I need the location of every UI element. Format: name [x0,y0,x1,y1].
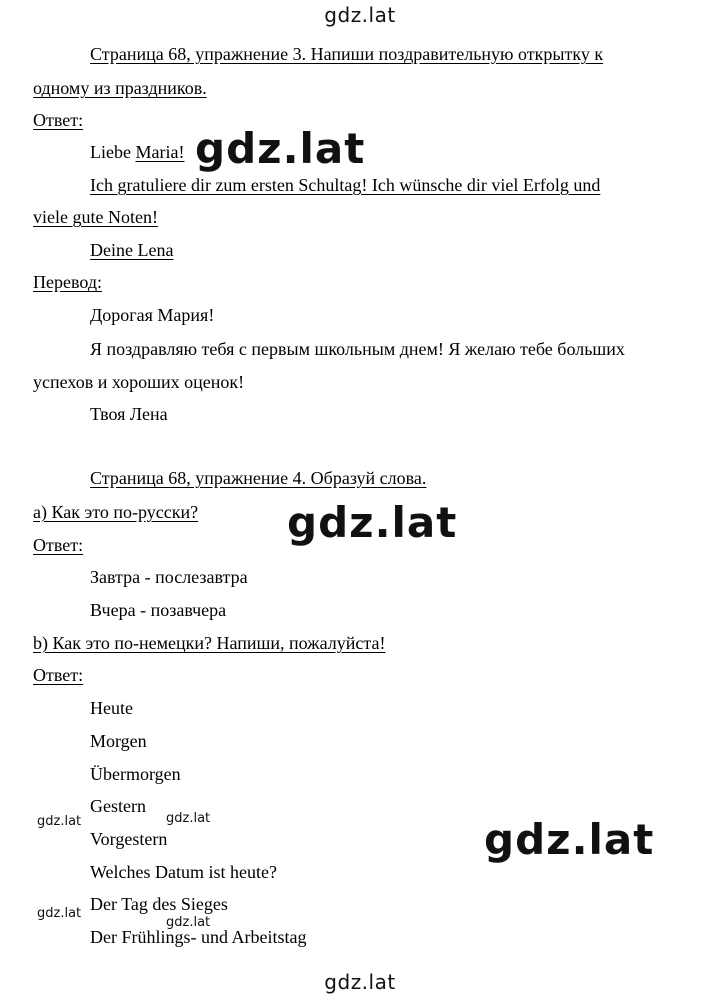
part-b-label: b) Как это по-немецки? Напиши, пожалуйста! [33,633,386,653]
list-item: Gestern [90,796,146,816]
list-item: Morgen [90,731,147,751]
watermark-bottom: gdz.lat [324,970,396,994]
answer-label: Ответ: [33,665,84,685]
list-item: Вчера - позавчера [90,600,227,620]
list-item: Завтра - послезавтра [90,567,248,587]
watermark-top: gdz.lat [324,3,396,27]
watermark-small: gdz.lat [37,906,82,921]
list-item: Übermorgen [90,764,181,784]
card-greeting-prefix: Liebe [90,142,136,162]
translation-line1: Я поздравляю тебя с первым школьным днем! Я желаю тебе больших [90,339,625,359]
part-a-label: a) Как это по-русски? [33,502,199,522]
answer-label: Ответ: [33,535,84,555]
watermark-large: gdz.lat [287,498,458,547]
list-item: Heute [90,698,133,718]
card-wish-line1: Ich gratuliere dir zum ersten Schultag! Ich wünsche dir viel Erfolg und [90,175,601,195]
card-wish-line2: viele gute Noten! [33,207,158,227]
card-signature: Deine Lena [90,240,174,260]
exercise4-heading: Страница 68, упражнение 4. Образуй слова. [90,468,427,488]
watermark-large: gdz.lat [195,124,366,173]
list-item: Welches Datum ist heute? [90,862,277,882]
watermark-small: gdz.lat [166,915,211,930]
card-greeting-name: Maria! [135,142,185,162]
exercise3-heading-line1: Страница 68, упражнение 3. Напиши поздравительную открытку к [90,44,604,64]
translation-signature: Твоя Лена [90,404,168,424]
watermark-large: gdz.lat [484,815,655,864]
translation-line2: успехов и хороших оценок! [33,372,245,392]
list-item: Der Tag des Sieges [90,894,228,914]
card-greeting [90,141,184,163]
list-item: Vorgestern [90,829,168,849]
watermark-small: gdz.lat [166,811,211,826]
translation-greeting: Дорогая Мария! [90,305,215,325]
answer-label: Ответ: [33,110,84,130]
exercise3-heading-line2: одному из праздников. [33,78,207,98]
list-item: Der Frühlings- und Arbeitstag [90,927,307,947]
translation-label: Перевод: [33,272,102,292]
watermark-small: gdz.lat [37,814,82,829]
